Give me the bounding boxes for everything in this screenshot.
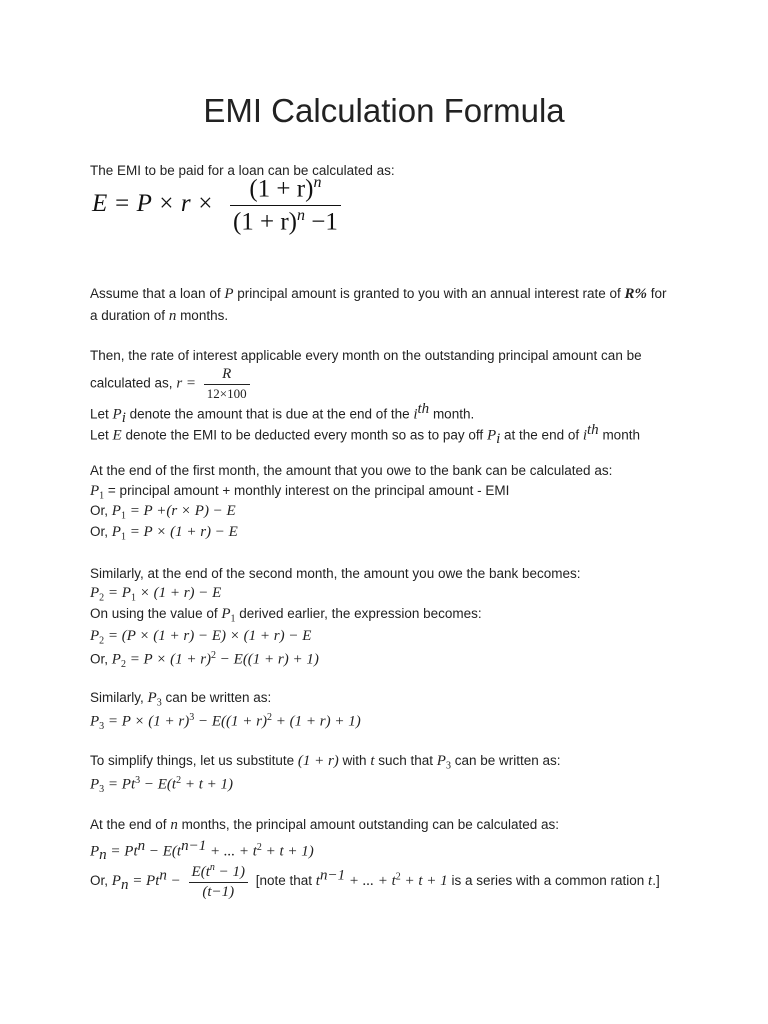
text-sym-three: 3: [445, 760, 451, 772]
rate-fraction: [204, 366, 250, 402]
rate-line-2: [90, 366, 254, 402]
text-sym-n: n: [99, 847, 107, 864]
text-second-l2_b: derived earlier, the expression becomes:: [235, 606, 482, 621]
second-month-line-1: [90, 585, 221, 604]
text-nth-expr_d: + t + 1): [261, 843, 314, 860]
text-let2-c: at the end of: [500, 427, 583, 443]
text-first-l2_or: Or,: [90, 503, 112, 518]
second-month-line-4: [90, 650, 319, 670]
final-formula-line: [90, 862, 660, 901]
text-nth-frac_den: (t−1): [202, 884, 235, 900]
text-nth-heading_b: months, the principal amount outstanding can be calculated as:: [177, 817, 560, 832]
text-sym-P: P: [111, 651, 121, 668]
text-sym-one: 1: [120, 510, 126, 522]
text-sym-one: 1: [130, 592, 136, 604]
text-nth-final_or: Or,: [90, 873, 112, 889]
rate-line-1: Then, the rate of interest applicable every month on the outstanding principal amount can be: [90, 348, 642, 363]
text-let1-i: i: [121, 410, 126, 427]
text-sym-one: 1: [230, 613, 236, 625]
text-sym-P: P: [90, 585, 100, 601]
text-sym-three: 3: [99, 784, 105, 796]
text-nth-heading_a: At the end of: [90, 817, 171, 832]
text-simplify-b: (1 + r): [297, 753, 339, 769]
text-main_formula-minus_one: −1: [305, 208, 338, 236]
simplify-expr: [90, 775, 233, 795]
intro-text: The EMI to be paid for a loan can be calculated as:: [90, 163, 395, 178]
text-assume-t5: months.: [176, 308, 229, 323]
second-month-heading: Similarly, at the end of the second month, the amount you owe the bank becomes:: [90, 566, 581, 581]
text-let2-i: i: [496, 431, 501, 448]
text-let2-th: th: [587, 422, 599, 438]
text-sym-P: P: [90, 483, 100, 499]
text-nth-note_d: is a series with a common ration: [447, 873, 649, 889]
text-second-l1_expr: = P: [104, 585, 131, 601]
text-first-l3_or: Or,: [90, 524, 112, 539]
text-nth-note_f: .]: [652, 873, 660, 889]
fraction-numerator: [189, 862, 248, 883]
text-nth-note_c: + t + 1: [400, 873, 448, 890]
text-let2-a: Let: [90, 427, 113, 443]
text-nth-final_a: = Pt: [128, 873, 160, 890]
text-sym-one: 1: [120, 531, 126, 543]
text-sym-P: P: [90, 713, 100, 730]
text-assume-t1: Assume that a loan of: [90, 286, 225, 301]
text-sym-sq: 2: [267, 712, 272, 723]
text-nth-expr_b: − E(t: [145, 843, 182, 860]
text-simplify-expr_c: + t + 1): [181, 776, 233, 793]
text-let1-P: P: [112, 406, 122, 423]
text-let2-E: E: [112, 427, 122, 444]
text-second-l4_a: = P × (1 + r): [125, 651, 212, 668]
text-sym-n: n: [120, 876, 129, 893]
text-main_formula-exp: n: [297, 207, 306, 225]
final-fraction: [189, 862, 248, 901]
text-second-l1_expr2: × (1 + r) − E: [135, 585, 222, 601]
text-nth-frac_num_b: − 1): [214, 864, 245, 880]
text-sym-one: 1: [99, 490, 105, 502]
text-third-expr_b: − E((1 + r): [194, 713, 267, 730]
text-nth-n: n: [170, 817, 178, 833]
text-sym-P: P: [90, 843, 100, 860]
text-sym-two: 2: [120, 659, 126, 671]
text-let2-b: denote the EMI to be deducted every month so as to pay off: [121, 427, 487, 443]
text-sym-sq: 2: [211, 650, 217, 661]
text-rate-r_eq: r =: [176, 375, 197, 392]
text-second-l2_a: On using the value of: [90, 606, 222, 621]
first-month-heading: At the end of the first month, the amount that you owe to the bank can be calculated as:: [90, 463, 613, 478]
text-third-expr_c: + (1 + r) + 1): [272, 713, 361, 730]
text-sym-three: 3: [99, 721, 105, 733]
text-sym-n: n: [137, 838, 146, 854]
text-nth-final_b: −: [166, 873, 181, 890]
text-simplify-expr_a: = Pt: [104, 776, 136, 793]
text-sym-sq: 2: [256, 842, 262, 853]
text-let1-b: denote the amount that is due at the end of the: [125, 406, 414, 422]
text-rate-num: R: [204, 366, 250, 385]
first-month-line-3: [90, 524, 238, 543]
nth-month-heading: [90, 817, 559, 834]
simplify-heading: [90, 753, 561, 772]
text-sym-P: P: [90, 776, 100, 793]
text-let1-c: month.: [429, 406, 475, 422]
text-simplify-e: can be written as:: [450, 753, 561, 768]
text-simplify-expr_b: − E(t: [140, 776, 177, 793]
fraction-denominator: [230, 206, 341, 236]
text-assume-t4: a duration of: [90, 308, 169, 323]
text-simplify-c: with: [338, 753, 371, 768]
page-title: EMI Calculation Formula: [203, 92, 565, 129]
text-sym-P: P: [221, 606, 231, 622]
text-main_formula-denominator: (1 + r): [232, 208, 298, 236]
fraction-numerator: [230, 174, 341, 206]
text-sym-two: 2: [99, 635, 105, 647]
third-month-expr: [90, 712, 361, 732]
text-sym-P: P: [90, 628, 100, 644]
text-assume-t2: principal amount is granted to you with an annual interest rate of: [233, 286, 625, 301]
text-sym-P: P: [111, 503, 121, 519]
text-sym-nm1: n−1: [319, 867, 346, 884]
third-month-heading: [90, 690, 271, 709]
text-sym-P: P: [111, 873, 121, 890]
text-sym-t: t: [315, 873, 320, 890]
text-let2-ith: i: [582, 427, 588, 444]
text-third-a: Similarly,: [90, 690, 148, 705]
text-sym-two: 2: [99, 592, 105, 604]
text-sym-three: 3: [156, 697, 162, 709]
text-sym-P: P: [147, 690, 157, 706]
text-simplify-d: such that: [374, 753, 437, 768]
text-sym-cube: 3: [189, 712, 195, 723]
text-sym-nm1: n−1: [181, 838, 207, 854]
text-second-l4_b: − E((1 + r) + 1): [216, 651, 319, 668]
text-sym-n: n: [209, 862, 215, 873]
text-first-l3_expr: = P × (1 + r) − E: [125, 524, 238, 540]
text-let1-th: th: [417, 401, 430, 417]
text-nth-note_b: + ... + t: [345, 873, 396, 890]
text-sym-P: P: [436, 753, 446, 769]
second-month-line-2: [90, 606, 482, 625]
text-sym-sq: 2: [176, 775, 182, 786]
formula-fraction: [230, 174, 341, 237]
text-third-b: can be written as:: [161, 690, 272, 705]
text-sym-P: P: [111, 524, 121, 540]
assume-line-2: [90, 308, 228, 325]
text-assume-n: n: [168, 308, 177, 324]
formula-lhs: E = P × r ×: [92, 190, 214, 218]
text-main_formula-numerator: (1 + r): [249, 175, 314, 203]
text-rate-line2: calculated as,: [90, 375, 177, 391]
text-first-l1_text: = principal amount + monthly interest on the principal amount - EMI: [104, 483, 510, 498]
text-assume-P: P: [224, 286, 234, 302]
text-let2-P: P: [486, 427, 497, 444]
text-nth-note_a: [note that: [255, 873, 316, 889]
text-let1-a: Let: [90, 406, 113, 422]
first-month-line-2: [90, 503, 236, 522]
let-e-line: [90, 422, 640, 448]
text-rate-den: 12×100: [206, 386, 247, 401]
text-simplify-a: To simplify things, let us substitute: [90, 753, 298, 768]
text-second-l3_expr: = (P × (1 + r) − E) × (1 + r) − E: [104, 628, 312, 644]
second-month-line-3: [90, 628, 311, 647]
assume-line-1: [90, 286, 667, 303]
text-let1-ith: i: [413, 406, 418, 423]
text-first-l2_expr: = P +(r × P) − E: [125, 503, 236, 519]
emi-formula: [92, 174, 345, 237]
text-assume-R: R%: [624, 286, 647, 302]
text-let2-d: month: [598, 427, 640, 443]
text-nth-expr_a: = Pt: [106, 843, 138, 860]
text-sym-n: n: [159, 867, 167, 884]
nth-month-expr: [90, 838, 314, 864]
text-nth-note_e: t: [648, 873, 653, 890]
text-third-expr_a: = P × (1 + r): [104, 713, 190, 730]
text-sym-cube: 3: [135, 775, 141, 786]
text-main_formula-exp: n: [313, 174, 322, 191]
text-second-l4_or: Or,: [90, 651, 112, 667]
text-sym-sq: 2: [395, 871, 401, 883]
text-simplify-t: t: [370, 753, 375, 769]
first-month-line-1: [90, 483, 509, 502]
text-nth-expr_c: + ... + t: [206, 843, 257, 860]
text-nth-frac_num_a: E(t: [191, 864, 210, 880]
text-assume-t3: for: [646, 286, 667, 301]
